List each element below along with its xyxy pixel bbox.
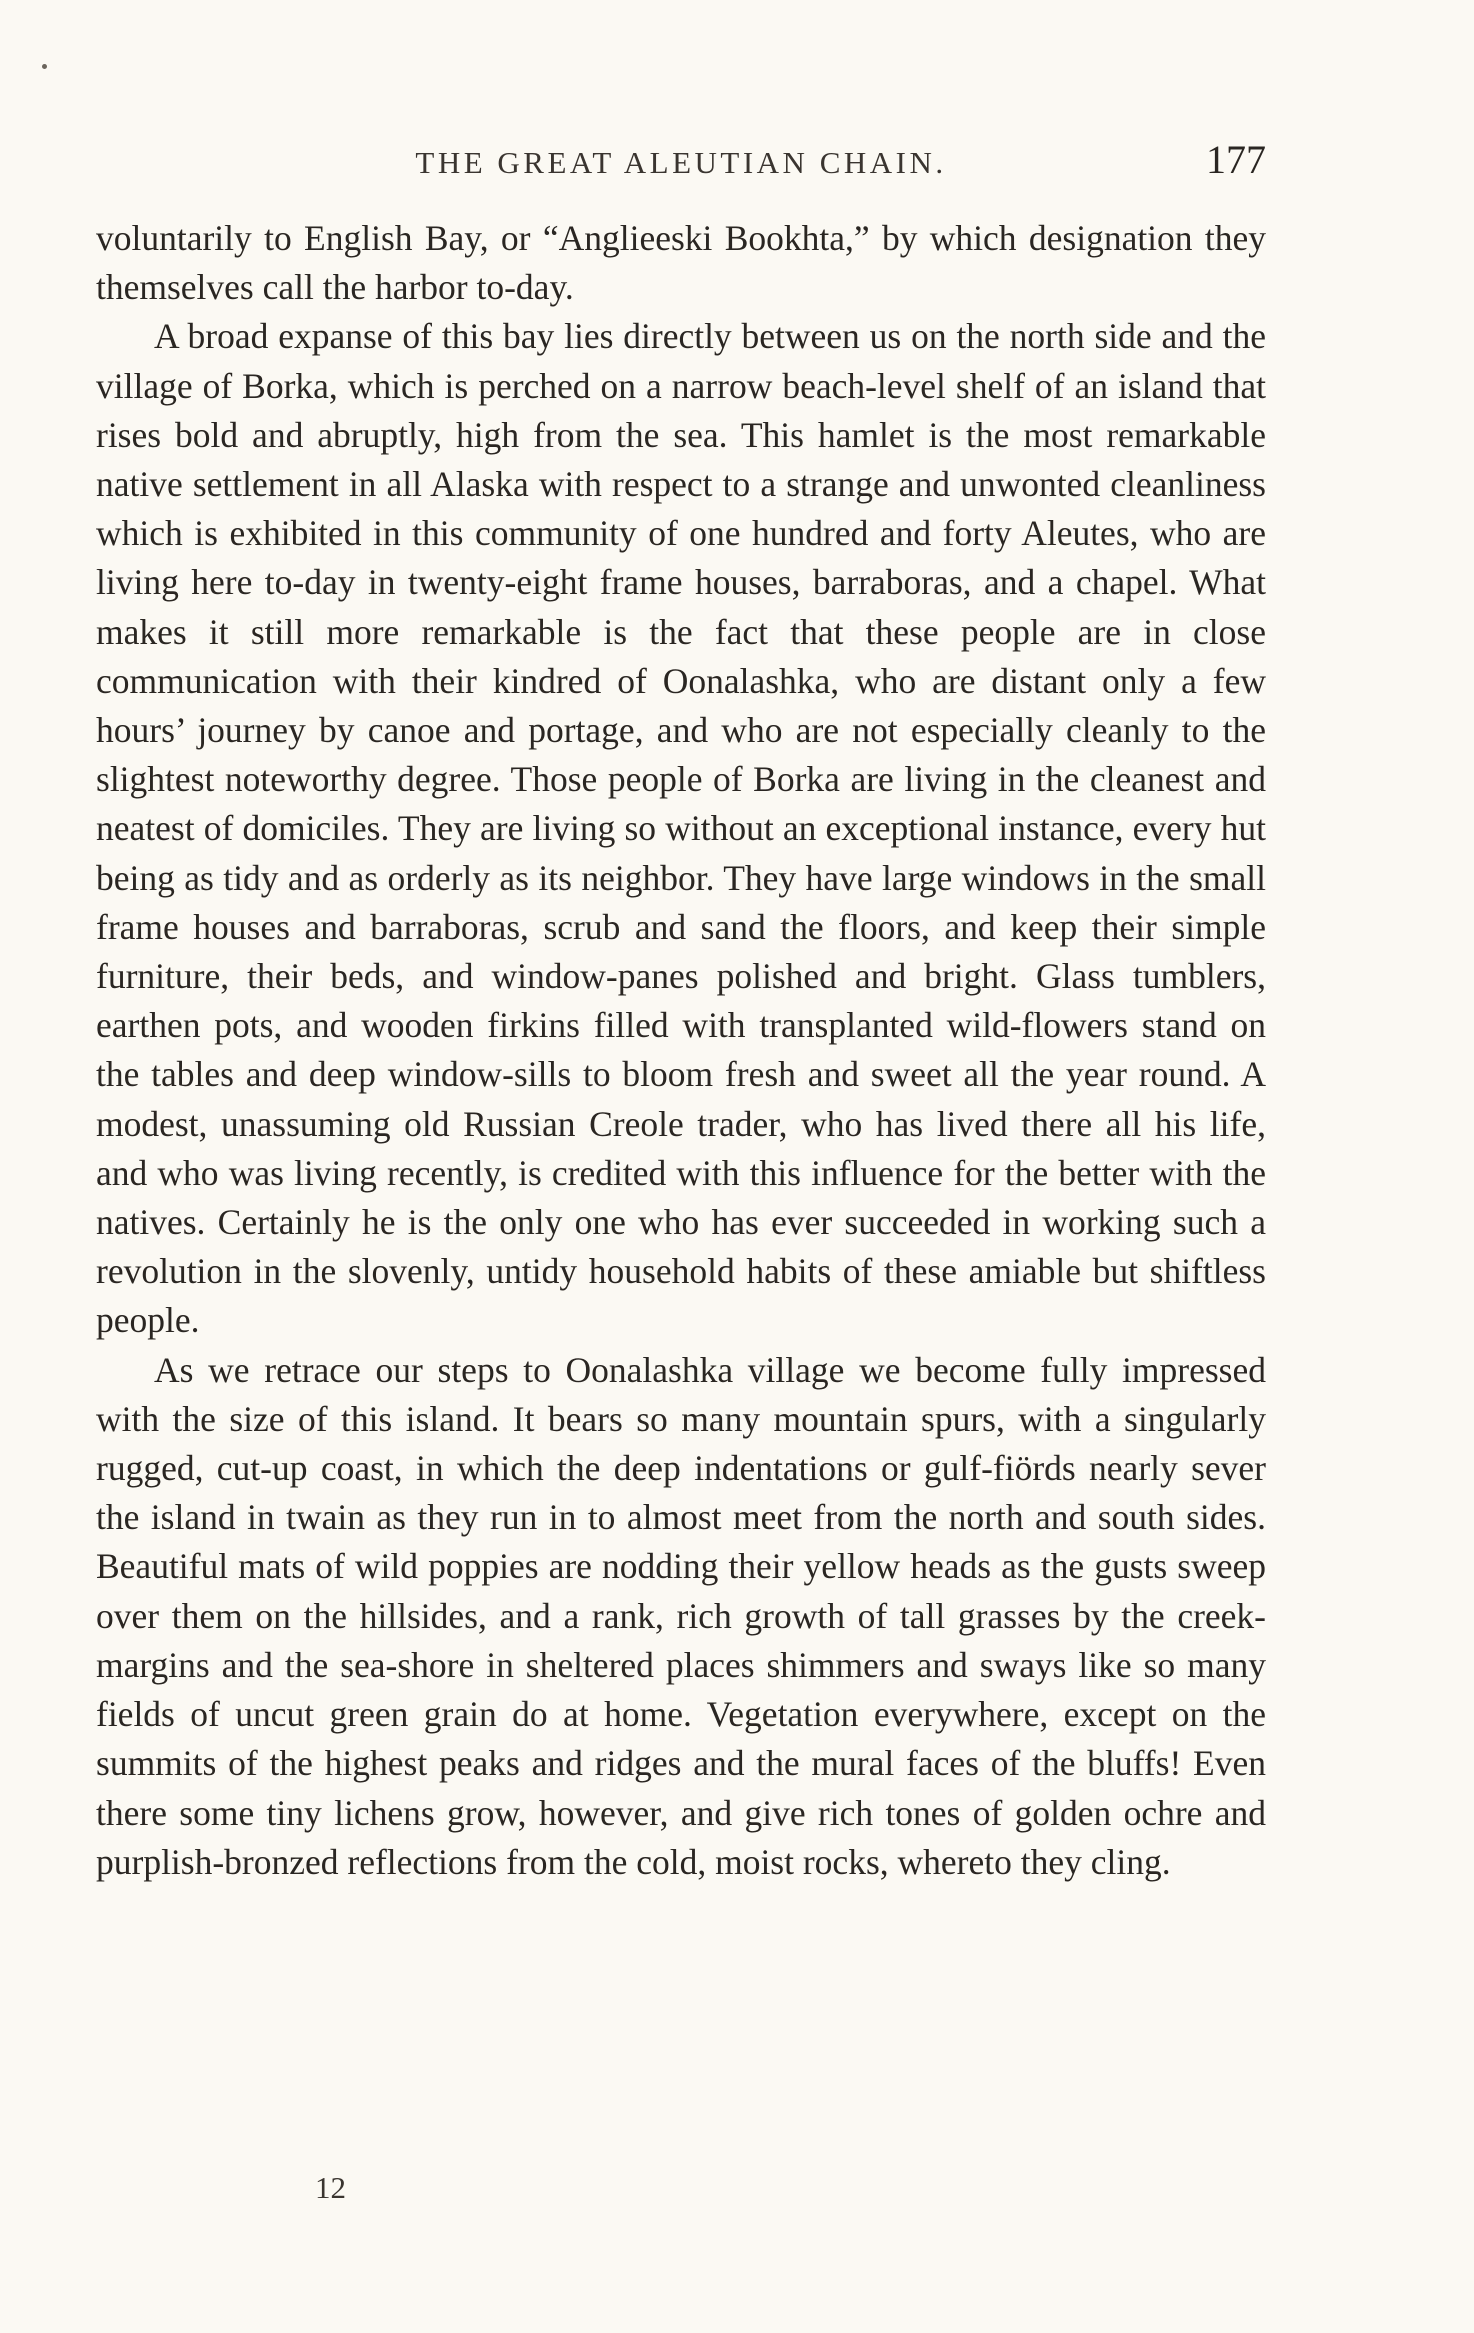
- margin-dot: [42, 64, 47, 69]
- paragraph-borka: A broad expanse of this bay lies directly between us on the north side and the village of Borka, which is perched on a narrow beach-level shelf of an island that rises bold and abruptly, high from the sea. This hamlet is the most remarkable native settlement in all Alaska with respect to a strange and unwonted cleanliness which is exhibited in this community of one hundred and forty Aleutes, who are living here to-day in twenty-eight frame houses, barraboras, and a chapel. What makes it still more remarkable is the fact that these people are in close communication with their kindred of Oonalashka, who are distant only a few hours’ journey by canoe and portage, and who are not especially cleanly to the slightest noteworthy degree. Those people of Borka are living in the cleanest and neatest of domiciles. They are living so without an exceptional instance, every hut being as tidy and as orderly as its neighbor. They have large windows in the small frame houses and barraboras, scrub and sand the floors, and keep their simple furniture, their beds, and window-panes polished and bright. Glass tumblers, earthen pots, and wooden firkins filled with transplanted wild-flowers stand on the tables and deep window-sills to bloom fresh and sweet all the year round. A modest, unassuming old Russian Creole trader, who has lived there all his life, and who was living recently, is credited with this influence for the better with the natives. Certainly he is the only one who has ever succeeded in working such a revolution in the slovenly, untidy household habits of these amiable but shiftless people.: [96, 316, 1266, 1341]
- body-text: [96, 214, 1266, 1887]
- running-header: [96, 138, 1266, 188]
- signature-mark: 12: [315, 2170, 346, 2205]
- page-number: 177: [1206, 137, 1266, 182]
- paragraph-oonalashka: As we retrace our steps to Oonalashka village we become fully impressed with the size of this island. It bears so many mountain spurs, with a singularly rugged, cut-up coast, in which the deep indentations or gulf-fiörds nearly sever the island in twain as they run in to almost meet from the north and south sides. Beautiful mats of wild poppies are nodding their yellow heads as the gusts sweep over them on the hillsides, and a rank, rich growth of tall grasses by the creek-margins and the sea-shore in sheltered places shimmers and sways like so many fields of uncut green grain do at home. Vegetation everywhere, except on the summits of the highest peaks and ridges and the mural faces of the bluffs! Even there some tiny lichens grow, however, and give rich tones of golden ochre and purplish-bronzed reflections from the cold, moist rocks, whereto they cling.: [96, 1349, 1266, 1882]
- running-title: THE GREAT ALEUTIAN CHAIN.: [415, 145, 947, 180]
- paragraph-continued: voluntarily to English Bay, or “Anglieeski Bookhta,” by which designation they themselves call the harbor to-day.: [96, 218, 1266, 308]
